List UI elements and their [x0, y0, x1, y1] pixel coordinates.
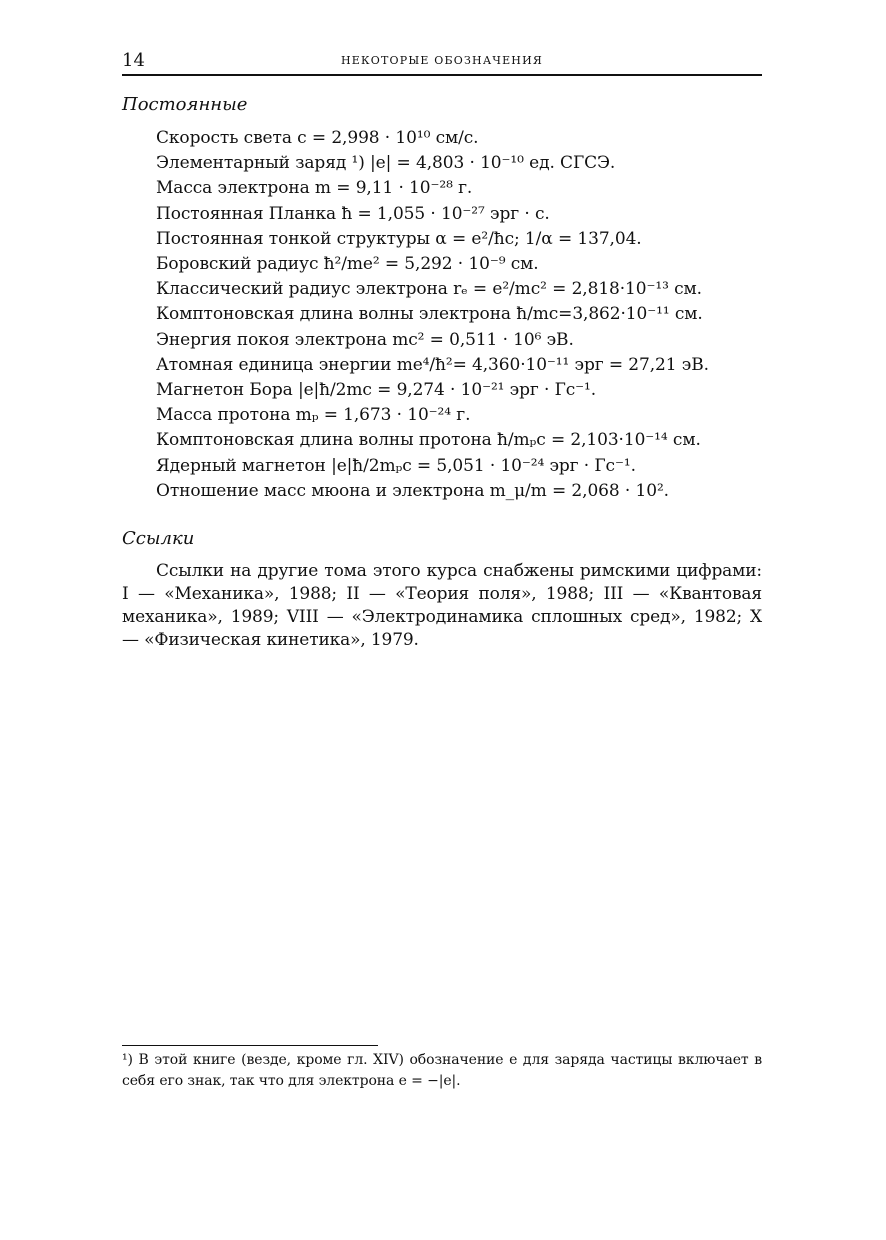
footnote: ¹) В этой книге (везде, кроме гл. XIV) обозначение e для заряда частицы включает в себя его знак, так что для электрона e = −|e|. — [122, 1052, 762, 1089]
footnote-divider — [122, 1045, 378, 1046]
constants-heading: Постоянные — [122, 94, 248, 115]
constant-bohr-magneton: Магнетон Бора |e|ħ/2mc = 9,274 · 10⁻²¹ эрг · Гс⁻¹. — [156, 380, 597, 401]
constant-bohr-radius: Боровский радиус ħ²/me² = 5,292 · 10⁻⁹ см. — [156, 254, 539, 275]
running-title: НЕКОТОРЫЕ ОБОЗНАЧЕНИЯ — [341, 54, 543, 67]
constant-proton-mass: Масса протона mₚ = 1,673 · 10⁻²⁴ г. — [156, 405, 471, 426]
constant-planck: Постоянная Планка ħ = 1,055 · 10⁻²⁷ эрг · с. — [156, 203, 550, 224]
constant-electron-rest-energy: Энергия покоя электрона mc² = 0,511 · 10⁶ эВ. — [156, 329, 574, 350]
constant-proton-compton-wavelength: Комптоновская длина волны протона ħ/mₚc = 2,103·10⁻¹⁴ см. — [156, 430, 701, 451]
constant-electron-mass: Масса электрона m = 9,11 · 10⁻²⁸ г. — [156, 178, 473, 199]
page-header — [122, 46, 762, 76]
page-number: 14 — [122, 50, 145, 71]
constants-list — [156, 126, 776, 504]
constant-speed-of-light: Скорость света c = 2,998 · 10¹⁰ см/с. — [156, 128, 479, 148]
constant-elementary-charge: Элементарный заряд ¹) |e| = 4,803 · 10⁻¹⁰ ед. СГСЭ. — [156, 153, 616, 174]
constant-atomic-energy-unit: Атомная единица энергии me⁴/ħ²= 4,360·10⁻¹¹ эрг = 27,21 эВ. — [156, 354, 709, 375]
references-heading: Ссылки — [122, 528, 195, 549]
constant-muon-electron-mass-ratio: Отношение масс мюона и электрона m_μ/m = 2,068 · 10². — [156, 480, 669, 501]
constant-electron-compton-wavelength: Комптоновская длина волны электрона ħ/mc=3,862·10⁻¹¹ см. — [156, 304, 703, 325]
constant-fine-structure: Постоянная тонкой структуры α = e²/ħc; 1/α = 137,04. — [156, 228, 642, 249]
constant-nuclear-magneton: Ядерный магнетон |e|ħ/2mₚc = 5,051 · 10⁻²⁴ эрг · Гс⁻¹. — [156, 455, 636, 476]
references-paragraph: Ссылки на другие тома этого курса снабжены римскими цифрами: I — «Механика», 1988; II — «Теория поля», 1988; III — «Квантовая механика», 1989; VIII — «Электродинамика сплошных сред», 1982; X — «Физическая кинетика», 1979. — [122, 561, 762, 650]
constant-classical-electron-radius: Классический радиус электрона rₑ = e²/mc² = 2,818·10⁻¹³ см. — [156, 279, 702, 300]
